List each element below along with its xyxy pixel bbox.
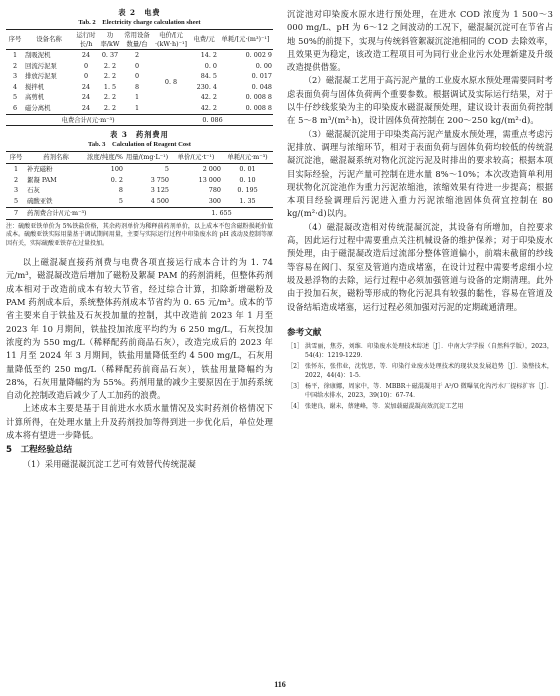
table-cell: 3 125 xyxy=(150,186,169,195)
table-cell: 4 xyxy=(12,82,18,91)
table-cell: 2. 2 xyxy=(103,93,117,102)
table3-total-value: 1. 655 xyxy=(170,207,273,219)
table-row xyxy=(6,61,273,72)
table3-total-label: 药剂费合计/(元·m⁻³) xyxy=(26,207,170,219)
table-cell: 0 xyxy=(83,72,89,81)
body-paragraph: （3）磁混凝沉淀用于印染类高污泥产量废水预处理，需重点考虑污泥排放、调理与浓缩环节，相对于表面负荷与固体负荷均较低的传统混凝沉淀池，磁混凝系统对物化沉淀污泥及时排出的要求较高；根据本项目实际经验，污泥产量可控制在进水量 8%～10%；本次改造简单利用现状物化沉淀池作为重力污泥浓缩池，浓缩效果有待进一步提高；根据本项目经验调理后污泥进入重力污泥浓缩池固体负荷宜控制在 80 kg/(m²·d)以内。 xyxy=(287,128,553,219)
table-cell: 84. 5 xyxy=(200,72,217,81)
table-cell: 2. 2 xyxy=(103,72,117,81)
table-cell: 2 000 xyxy=(202,164,221,173)
reference-text: 杨平，徐康娜，周家中，等．MBBR＋磁混凝用于 A²/O 微曝氧化沟污水厂提标扩容［J］．中国给水排水，2023，39(10)：67-74． xyxy=(305,382,553,400)
table3-total-row xyxy=(6,207,273,219)
table-cell: 42. 2 xyxy=(200,93,217,102)
table2-header: 常用设备数量/台 xyxy=(122,30,152,50)
table-cell: 0. 10 xyxy=(239,175,256,184)
body-paragraph: （4）磁混凝改造相对传统混凝沉淀，其设备有所增加，自控要求高，因此运行过程中需要重点关注机械设备的维护保养；对于印染废水预处理，由于磁混凝改造后过流部分整体管道偏小，前端未截留的纱线等容易在阀门、泵室及管道内造成堵塞，在设计过程中需要考虑细小垃圾及悬浮物的去除，运行过程中必须加强管道与设备的定期清理。此外由于投加石灰，磁粉等形成的物化污泥具有较强的黏性，容易在管道及设备结垢造成堵塞，运行过程必须加强对污泥的定期疏通清理。 xyxy=(287,221,553,312)
table2-total-value: 0. 086 xyxy=(152,114,273,126)
table-cell: 100 xyxy=(110,164,123,173)
table-cell: 24 xyxy=(81,104,91,113)
electricity-charge-table xyxy=(6,29,273,126)
table3-caption-cn: 表 3 药剂费用 xyxy=(110,130,169,140)
table-cell: 絮凝 PAM xyxy=(27,175,57,184)
table-cell xyxy=(6,114,24,126)
table-note: 注：硫酸亚铁单价为 5%铁盐价格，其余药剂单价为稀释前药剂单价，以上成本不包含磁粉损耗价值成本。硫酸亚铁实际用量基于调试期间用量，主要与实际运行过程中印染废水的 pH 波动及控制等原因有关，实际硫酸亚铁存在过量投加。 xyxy=(6,222,273,247)
table-cell: 回流污泥泵 xyxy=(25,61,57,70)
table-cell: 1 xyxy=(134,93,140,102)
table-cell: 780 xyxy=(208,186,221,195)
table-cell: 5 xyxy=(164,164,169,173)
table-row xyxy=(6,174,273,185)
table2-header: 设备名称 xyxy=(24,30,74,50)
table3-header: 单耗/(元·m⁻³) xyxy=(222,152,273,164)
table3-caption-en: Tab. 3 Calculation of Reagent Cost xyxy=(88,141,191,149)
table-cell: 0 xyxy=(134,72,140,81)
table2-header: 功率/kW xyxy=(98,30,122,50)
table-row xyxy=(6,185,273,196)
reference-number: ［2］ xyxy=(287,362,304,370)
table-cell: 0. 0 xyxy=(204,61,217,70)
table-cell: 5 xyxy=(118,197,123,206)
table-cell: 5 xyxy=(12,93,18,102)
table-cell: 0. 2 xyxy=(110,175,123,184)
table-cell: 2 xyxy=(12,61,18,70)
table-cell: 排放污泥泵 xyxy=(25,72,57,81)
table2-caption-en: Tab. 2 Electricity charge calculation sheet xyxy=(78,19,201,26)
table3-header: 浓度/纯度/% xyxy=(87,153,123,162)
table-cell: 3 750 xyxy=(150,175,169,184)
table-cell: 0. 002 9 xyxy=(245,51,272,60)
table-cell: 4 500 xyxy=(150,197,169,206)
table-cell: 300 xyxy=(208,197,221,206)
table-cell: 2 xyxy=(13,175,19,184)
body-paragraph: 上述成本主要是基于目前进水水质水量情况及实时药剂价格情况下计算所得，在处理水量上升及药剂投加等得到进一步优化后，单位处理成本将有望进一步降低。 xyxy=(6,403,273,440)
table3-header: 单价/(元·t⁻¹) xyxy=(170,152,222,164)
table3-total-no: 7 xyxy=(6,207,26,219)
reference-item xyxy=(287,382,553,401)
table-cell: 高剪机 xyxy=(25,93,45,102)
table-cell: 1 xyxy=(13,164,19,173)
table-cell: 0. 37 xyxy=(101,51,119,60)
table-row xyxy=(6,196,273,207)
table-cell: 补充磁粉 xyxy=(27,164,53,173)
table-cell: 1. 5 xyxy=(103,82,117,91)
table-cell: 8 xyxy=(134,82,140,91)
table2-header: 电价/[元·(kW·h)⁻¹] xyxy=(152,30,190,50)
table2-header: 运行时长/h xyxy=(74,30,98,50)
table2-header: 序号 xyxy=(6,30,24,50)
table2-caption-cn: 表 2 电费 xyxy=(118,8,161,17)
table-row xyxy=(6,50,273,61)
table-cell: 0. 01 xyxy=(239,164,256,173)
table2-header: 单耗/[元·(m³)⁻¹] xyxy=(218,30,273,50)
table-row xyxy=(6,163,273,174)
left-column xyxy=(6,8,273,472)
table-cell: 0 xyxy=(134,61,140,70)
table-cell: 0 xyxy=(83,61,89,70)
table3-header: 用量/(mg·L⁻¹) xyxy=(125,153,169,162)
table-cell: 6 xyxy=(12,104,18,113)
table-cell: 24 xyxy=(81,51,91,60)
table-cell: 13 000 xyxy=(198,175,221,184)
table-cell: 3 xyxy=(13,186,19,195)
section-heading: 5 工程经验总结 xyxy=(6,445,73,456)
table-cell: 0. 048 xyxy=(251,82,272,91)
table-cell: 1 xyxy=(12,51,18,60)
table-cell: 2. 2 xyxy=(103,61,117,70)
table-cell: 2 xyxy=(134,51,140,60)
reagent-cost-table xyxy=(6,151,273,219)
table-cell: 5 xyxy=(13,197,19,206)
table-cell: 1 xyxy=(134,104,140,113)
table-cell: 石灰 xyxy=(27,186,40,195)
table2-total-row xyxy=(6,114,273,126)
table-cell: 42. 2 xyxy=(200,104,217,113)
reference-number: ［1］ xyxy=(287,342,304,350)
table-cell: 0. 195 xyxy=(237,186,258,195)
body-paragraph: （1）采用磁混凝沉淀工艺可有效替代传统混凝 xyxy=(22,459,196,470)
table-cell: 14. 2 xyxy=(200,51,217,60)
table-cell: 2. 2 xyxy=(103,104,117,113)
table-row xyxy=(6,92,273,103)
table-cell: 0. 008 8 xyxy=(245,104,272,113)
table3-header: 药剂名称 xyxy=(26,152,86,164)
body-paragraph: 沉淀池对印染废水原水进行预处理，在进水 COD 浓度为 1 500～3 000 mg/L、pH 为 6～12 之间波动的工况下，磁混凝沉淀可在节省占地 50%的前提下，实现与传统斜管絮凝沉淀池相同的 COD 去除效率，且效果更为稳定，该改造工程项目可为同行业企业污水处理新建及升级改造提供借鉴。 xyxy=(287,9,553,73)
table2-total-label: 电费合计/(元·m⁻³) xyxy=(24,114,152,126)
table-cell: 刮吸泥机 xyxy=(25,51,51,60)
table-cell: 3 xyxy=(12,72,18,81)
table-cell: 24 xyxy=(81,93,91,102)
reference-item xyxy=(287,362,553,381)
electricity-price-cell: 0. 8 xyxy=(164,77,178,86)
table-row xyxy=(6,82,273,93)
reference-text: 张怀东，张伟业，沈忱思，等．印染行业废水处理技术的现状及发展趋势［J］．染整技术，2022，44(4)：1-5． xyxy=(305,362,553,380)
table-cell: 0. 017 xyxy=(251,72,272,81)
table-cell: 230. 4 xyxy=(196,82,217,91)
reference-text: 张建良，谢未，蔡建峰，等．炭加载磁混凝高效沉淀工艺用 xyxy=(305,402,464,410)
table-cell: 0. 00 xyxy=(255,61,272,70)
table-row xyxy=(6,103,273,114)
body-paragraph: 以上磁混凝直接药剂费与电费各项直接运行成本合计约为 1. 74 元/m³，磁混凝改造后增加了磁粉及絮凝 PAM 的药剂消耗，但整体药剂成本相对于改造前成本有较大节省，经过综合计算，扣除新增磁粉及 PAM 药剂成本后，系统整体药剂成本节省约为 0. 65 元/m³。成本的节省主要来自于铁盐及石灰投加量的控制，其中改造前 2023 年 1 月至 2023 年 10 月期间，铁盐投加浓度平均约为 6 250 mg/L，石灰投加浓度约为 550 mg/L（稀释配药前商品石灰），改造完成后的 2023 年 11 月至 2024 年 3 月期间，铁盐用量降低至约 4 500 mg/L，石灰用量降低至约 250 mg/L（稀释配药前商品石灰），铁盐用量降幅约为 28%，石灰用量降幅约为 55%。药剂用量的减少主要原因在于加药系统自动化控制改造后减少了人工加药的浪费。 xyxy=(6,257,273,401)
reference-text: 洪雪丽，焦芬，刘维．印染废水处理技术综述［J］．中南大学学报（自然科学版），2023，54(4)：1219-1229． xyxy=(305,342,553,360)
reference-item xyxy=(287,402,553,412)
body-paragraph: （2）磁混凝工艺用于高污泥产量的工业废水原水预处理需要同时考虑表面负荷与固体负荷两个重要参数。根据调试及实际运行结果，对于以牛仔纱线浆染为主的印染废水磁混凝预处理，建议设计表面负荷控制在 5～8 m³/(m²·h)，设计固体负荷控制在 200～250 kg/(m²·d)。 xyxy=(287,75,553,126)
reference-number: ［3］ xyxy=(287,382,304,390)
references-heading: 参考文献 xyxy=(287,327,322,338)
reference-number: ［4］ xyxy=(287,402,304,410)
table-cell: 磁分离机 xyxy=(25,104,51,113)
page-number: 116 xyxy=(274,680,286,689)
table-cell: 24 xyxy=(81,82,91,91)
table-cell: 1. 35 xyxy=(239,197,256,206)
reference-item xyxy=(287,342,553,361)
table-row xyxy=(6,71,273,82)
table-cell: 0. 008 8 xyxy=(245,93,272,102)
table-cell: 硫酸亚铁 xyxy=(27,197,53,206)
table-cell: 8 xyxy=(118,186,123,195)
table3-header: 序号 xyxy=(6,152,26,164)
table-cell: 搅拌机 xyxy=(25,82,45,91)
table2-header: 电费/元 xyxy=(190,30,218,50)
right-column xyxy=(287,8,553,412)
